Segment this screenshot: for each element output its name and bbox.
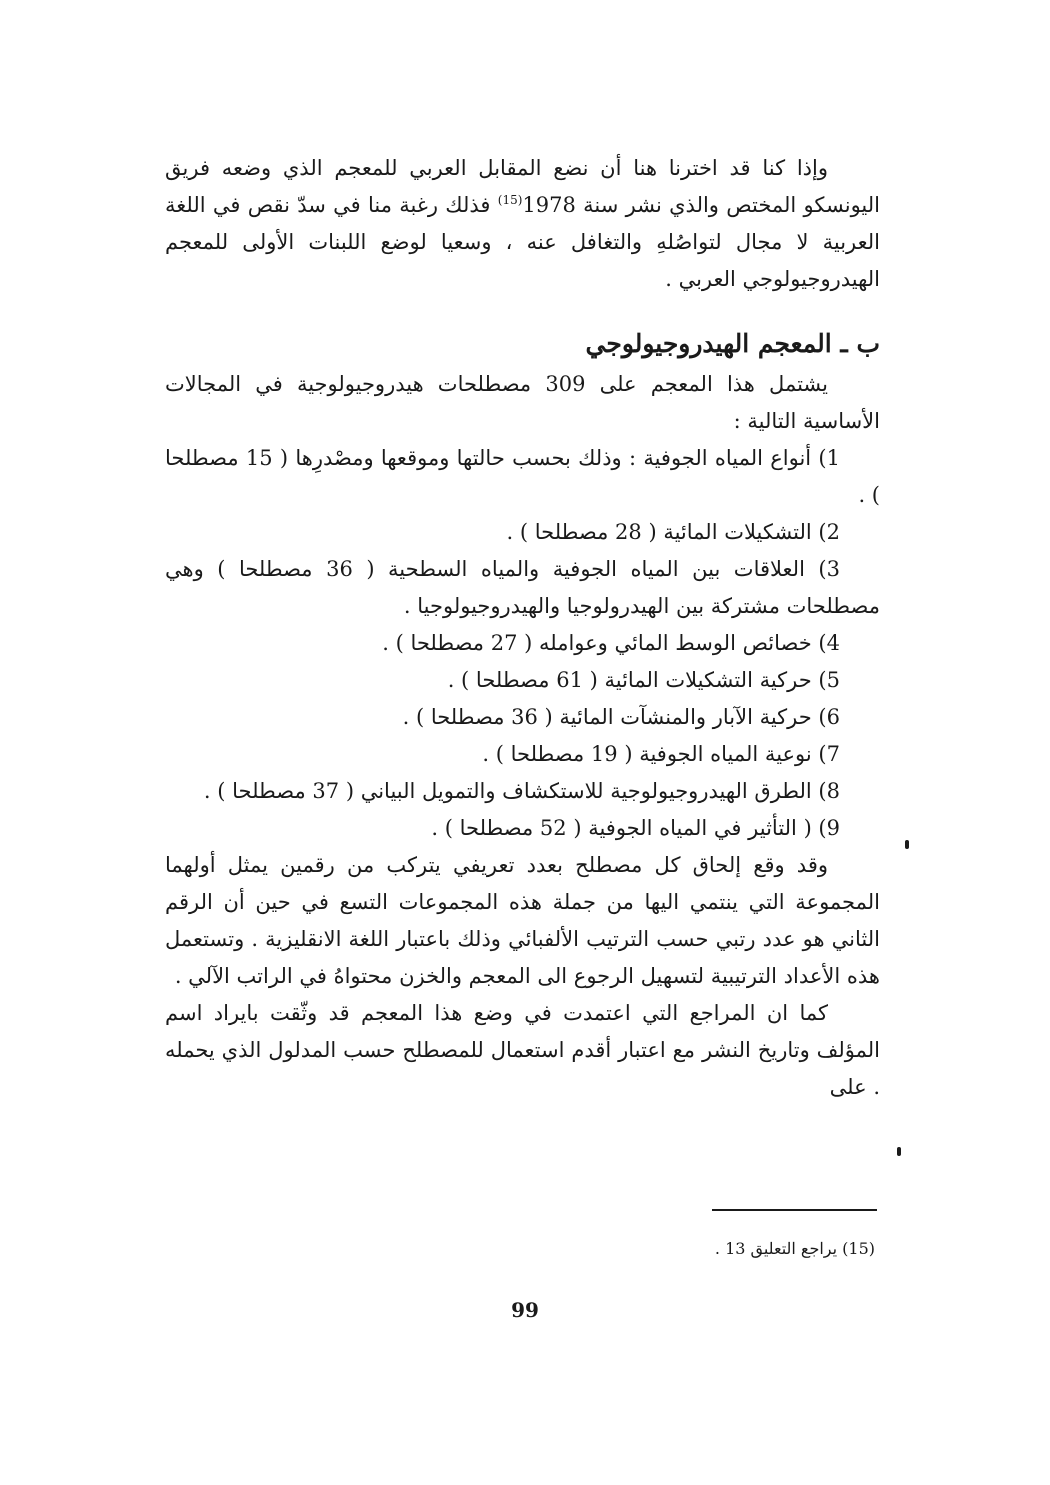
- list-item: 4) خصائص الوسط المائي وعوامله ( 27 مصطلحا ) .: [382, 631, 840, 655]
- page-number: 99: [511, 1298, 539, 1322]
- intro-paragraph: [165, 150, 880, 298]
- footnote-reference[interactable]: (15): [497, 193, 523, 207]
- list-item: 9) ( التأثير في المياه الجوفية ( 52 مصطلحا ) .: [431, 816, 840, 840]
- list-item: 8) الطرق الهيدروجيولوجية للاستكشاف والتمويل البياني ( 37 مصطلحا ) .: [203, 779, 840, 803]
- list-item: 3) العلاقات بين المياه الجوفية والمياه السطحية ( 36 مصطلحا ) وهي مصطلحات مشتركة بين الهيدرولوجيا والهيدروجيولوجيا .: [165, 557, 880, 618]
- list-item: 2) التشكيلات المائية ( 28 مصطلحا ) .: [506, 520, 840, 544]
- page-body: [165, 150, 880, 1106]
- list-item: 6) حركية الآبار والمنشآت المائية ( 36 مصطلحا ) .: [402, 705, 840, 729]
- section-heading: ب ـ المعجم الهيدروجيولوجي: [585, 329, 880, 358]
- list-item: 1) أنواع المياه الجوفية : وذلك بحسب حالتها وموقعها ومصْدرِها ( 15 مصطلحا ) .: [165, 446, 880, 507]
- footnote-divider: [712, 1209, 877, 1211]
- references-paragraph: كما ان المراجع التي اعتمدت في وضع هذا المعجم قد وثّقت بايراد اسم المؤلف وتاريخ النشر مع اعتبار أقدم استعمال للمصطلح حسب المدلول الذي يحمله . على: [165, 1001, 880, 1099]
- footnote: (15) يراجع التعليق 13 .: [714, 1239, 875, 1258]
- numbering-paragraph: وقد وقع إلحاق كل مصطلح بعدد تعريفي يتركب من رقمين يمثل أولهما المجموعة التي ينتمي اليها من جملة هذه المجموعات التسع في حين أن الرقم الثاني هو عدد رتبي حسب الترتيب الألفبائي وذلك باعتبار اللغة الانقليزية . وتستعمل هذه الأعداد الترتيبية لتسهيل الرجوع الى المعجم والخزن محتواهُ في الراتب الآلي .: [165, 853, 880, 988]
- list-item: 5) حركية التشكيلات المائية ( 61 مصطلحا ) .: [447, 668, 840, 692]
- intro-text-after-ref: فذلك رغبة منا في سدّ نقص في اللغة العربية لا مجال لتواصُلهِ والتغافل عنه ، وسعيا لوضع اللبنات الأولى للمعجم الهيدروجيولوجي العربي .: [165, 193, 880, 291]
- terms-category-list: [165, 440, 880, 847]
- intro-text-before-ref: وإذا كنا قد اخترنا هنا أن نضع المقابل العربي للمعجم الذي وضعه فريق اليونسكو المختص والذي نشر سنة 1978: [165, 156, 880, 217]
- margin-mark: [897, 1147, 901, 1156]
- margin-mark: [905, 840, 909, 849]
- section-intro: يشتمل هذا المعجم على 309 مصطلحات هيدروجيولوجية في المجالات الأساسية التالية :: [165, 372, 880, 433]
- list-item: 7) نوعية المياه الجوفية ( 19 مصطلحا ) .: [482, 742, 840, 766]
